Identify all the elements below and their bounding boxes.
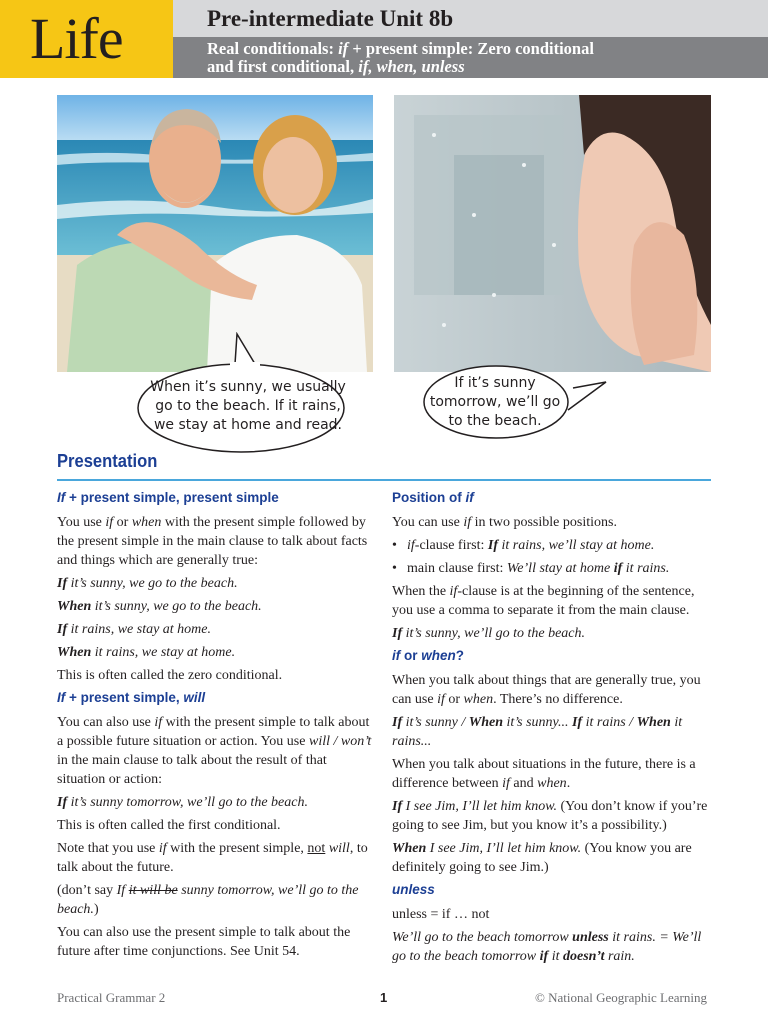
- t: it’s sunny /: [402, 715, 469, 730]
- t: Note that you use: [57, 841, 159, 856]
- paragraph: [392, 671, 711, 709]
- t: it rains, we’ll stay at home.: [498, 538, 655, 553]
- t: when: [537, 776, 567, 791]
- paragraph: [392, 797, 711, 835]
- t: .: [566, 776, 571, 791]
- paragraph: This is often called the first conditional.: [57, 818, 281, 833]
- t: if: [154, 715, 163, 730]
- t: I see Jim, I’ll let him know.: [402, 799, 557, 814]
- subtitle-text: + present simple: Zero conditional: [348, 39, 594, 58]
- subtitle-bar: [173, 37, 768, 78]
- t: (You don’t know if you’re going to see Jim, but you know it’s a possibility.): [392, 799, 708, 833]
- subtitle-line-1: [207, 39, 594, 58]
- t: it’s sunny...: [503, 715, 572, 730]
- t: when: [463, 692, 494, 707]
- t: it’s sunny tomorrow, we’ll go to the beach.: [67, 795, 308, 810]
- h-text: If: [57, 690, 66, 705]
- bubble-line: we stay at home and read.: [153, 417, 343, 433]
- t: not: [307, 841, 326, 856]
- t: it rains. = We’ll go to the beach tomorrow: [392, 930, 702, 964]
- t: You can also use: [57, 715, 155, 730]
- t: When: [57, 599, 92, 614]
- t: If: [57, 576, 68, 591]
- t: If: [116, 883, 129, 898]
- subtitle-line-2: [207, 57, 465, 76]
- bubble-line: When it’s sunny, we usually: [150, 379, 346, 395]
- t: If: [57, 795, 68, 810]
- h-text: + present simple, present simple: [65, 490, 279, 505]
- t: When: [57, 645, 92, 660]
- t: (don’t say: [57, 883, 117, 898]
- t: if: [437, 692, 445, 707]
- t: in the main clause to talk about the result of that situation or action:: [57, 753, 327, 787]
- page-number: 1: [380, 990, 388, 1005]
- paragraph: [57, 713, 373, 789]
- paragraph: [57, 839, 373, 877]
- t: if: [105, 515, 114, 530]
- t: it rains.: [622, 561, 670, 576]
- t: If: [392, 626, 403, 641]
- h-text: or: [400, 648, 422, 663]
- t: , to talk about the future.: [57, 841, 368, 875]
- t: it: [548, 949, 563, 964]
- paragraph: [57, 513, 373, 570]
- heading-unless: [392, 881, 711, 899]
- example: [392, 624, 711, 643]
- bubble-left-text: [148, 378, 348, 435]
- h-text: if: [465, 490, 474, 505]
- heading-position-of-if: [392, 489, 711, 507]
- bubble-line: go to the beach. If it rains,: [155, 398, 341, 414]
- presentation-heading: Presentation: [57, 451, 158, 471]
- bubble-right-text: [420, 374, 570, 431]
- h-text: Position of: [392, 490, 466, 505]
- t: will: [328, 841, 350, 856]
- h-text: + present simple,: [65, 690, 184, 705]
- h-text: will: [183, 690, 206, 705]
- t: You use: [57, 515, 106, 530]
- subtitle-text: if: [338, 39, 349, 58]
- t: If: [487, 538, 498, 553]
- t: if: [463, 515, 472, 530]
- unit-title: Pre-intermediate Unit 8b: [207, 6, 454, 31]
- h-text: when: [421, 648, 456, 663]
- bubble-line: to the beach.: [448, 413, 542, 429]
- paragraph: [392, 755, 711, 793]
- t: If: [392, 715, 403, 730]
- t: You can use: [392, 515, 464, 530]
- beach-couple-photo: [57, 95, 373, 372]
- t: it rains, we stay at home.: [91, 645, 236, 660]
- t: if: [502, 776, 510, 791]
- t: it rains...: [392, 715, 683, 749]
- t: When: [392, 841, 427, 856]
- t: unless: [572, 930, 609, 945]
- heading-rule: [57, 479, 711, 481]
- t: it’s sunny, we go to the beach.: [91, 599, 262, 614]
- t: If: [571, 715, 583, 730]
- t: I see Jim, I’ll let him know.: [426, 841, 582, 856]
- heading-if-present-simple-will: [57, 689, 373, 707]
- t: it rains /: [582, 715, 637, 730]
- t: it’s sunny, we go to the beach.: [67, 576, 238, 591]
- t: will / won’t: [308, 734, 372, 749]
- subtitle-text: and first conditional,: [207, 57, 359, 76]
- t: if: [158, 841, 167, 856]
- example: [57, 597, 373, 616]
- t: -clause first:: [414, 538, 488, 553]
- t: . There’s no difference.: [493, 692, 623, 707]
- paragraph: [392, 582, 711, 620]
- left-column: [57, 487, 373, 965]
- t: with the present simple followed by the present simple in the main clause to talk about facts and things which are generally true:: [57, 515, 368, 568]
- t: in two possible positions.: [471, 515, 617, 530]
- t: if: [613, 561, 623, 576]
- t: and: [509, 776, 538, 791]
- t: rain.: [604, 949, 635, 964]
- subtitle-text: if, when, unless: [358, 57, 465, 76]
- h-text: If: [57, 490, 66, 505]
- bubble-line: If it’s sunny: [454, 375, 536, 391]
- t: or: [113, 515, 132, 530]
- heading-if-present-simple: [57, 489, 373, 507]
- t: it rains, we stay at home.: [67, 622, 212, 637]
- rainy-window-girl-photo: [394, 95, 711, 372]
- h-text: ?: [455, 648, 465, 663]
- paragraph: [57, 881, 373, 919]
- t: When the: [392, 584, 450, 599]
- right-column: [392, 487, 711, 970]
- t: it will be: [128, 883, 178, 898]
- t: if: [539, 949, 549, 964]
- t: main clause first:: [407, 561, 507, 576]
- t: We’ll go to the beach tomorrow: [392, 930, 573, 945]
- t: sunny tomorrow, we’ll go to the beach.: [57, 883, 359, 917]
- bubble-line: tomorrow, we’ll go: [429, 394, 561, 410]
- t: or: [444, 692, 464, 707]
- t: if: [407, 538, 415, 553]
- t: if: [449, 584, 458, 599]
- t: When: [636, 715, 671, 730]
- unit-title-bar: [173, 0, 768, 37]
- t: If: [57, 622, 68, 637]
- logo-text: Life: [30, 6, 123, 71]
- t: -clause is at the beginning of the sentence, you use a comma to separate it from the main clause.: [392, 584, 695, 618]
- t: When you talk about situations in the future, there is a difference between: [392, 757, 696, 791]
- t: (You know you are definitely going to see Jim.): [392, 841, 692, 875]
- example: [57, 620, 373, 639]
- t: it’s sunny, we’ll go to the beach.: [402, 626, 586, 641]
- t: ): [93, 902, 99, 917]
- list-item: [392, 536, 711, 555]
- paragraph: This is often called the zero conditional.: [57, 668, 283, 683]
- paragraph: [392, 839, 711, 877]
- t: When: [468, 715, 503, 730]
- t: with the present simple to talk about a possible future situation or action. You use: [57, 715, 370, 749]
- life-logo: [0, 0, 173, 78]
- t: when: [131, 515, 162, 530]
- t: doesn’t: [562, 949, 605, 964]
- paragraph: You can also use the present simple to talk about the future after time conjunctions. See Unit 54.: [57, 925, 351, 959]
- example: [57, 574, 373, 593]
- footer-copyright: © National Geographic Learning: [535, 990, 707, 1005]
- list-item: [392, 559, 711, 578]
- subtitle-text: Real conditionals:: [207, 39, 339, 58]
- bullet-list: [392, 536, 711, 578]
- h-text: if: [392, 648, 401, 663]
- t: When you talk about things that are generally true, you can use: [392, 673, 701, 707]
- paragraph: unless = if … not: [392, 907, 490, 922]
- t: If: [392, 799, 403, 814]
- h-text: unless: [392, 882, 435, 897]
- example: [57, 793, 373, 812]
- t: with the present simple,: [166, 841, 308, 856]
- paragraph: [392, 513, 711, 532]
- heading-if-or-when: [392, 647, 711, 665]
- t: We’ll stay at home: [506, 561, 614, 576]
- footer-book-title: Practical Grammar 2: [57, 990, 166, 1005]
- example: [392, 713, 711, 751]
- example: [57, 643, 373, 662]
- example: [392, 928, 711, 966]
